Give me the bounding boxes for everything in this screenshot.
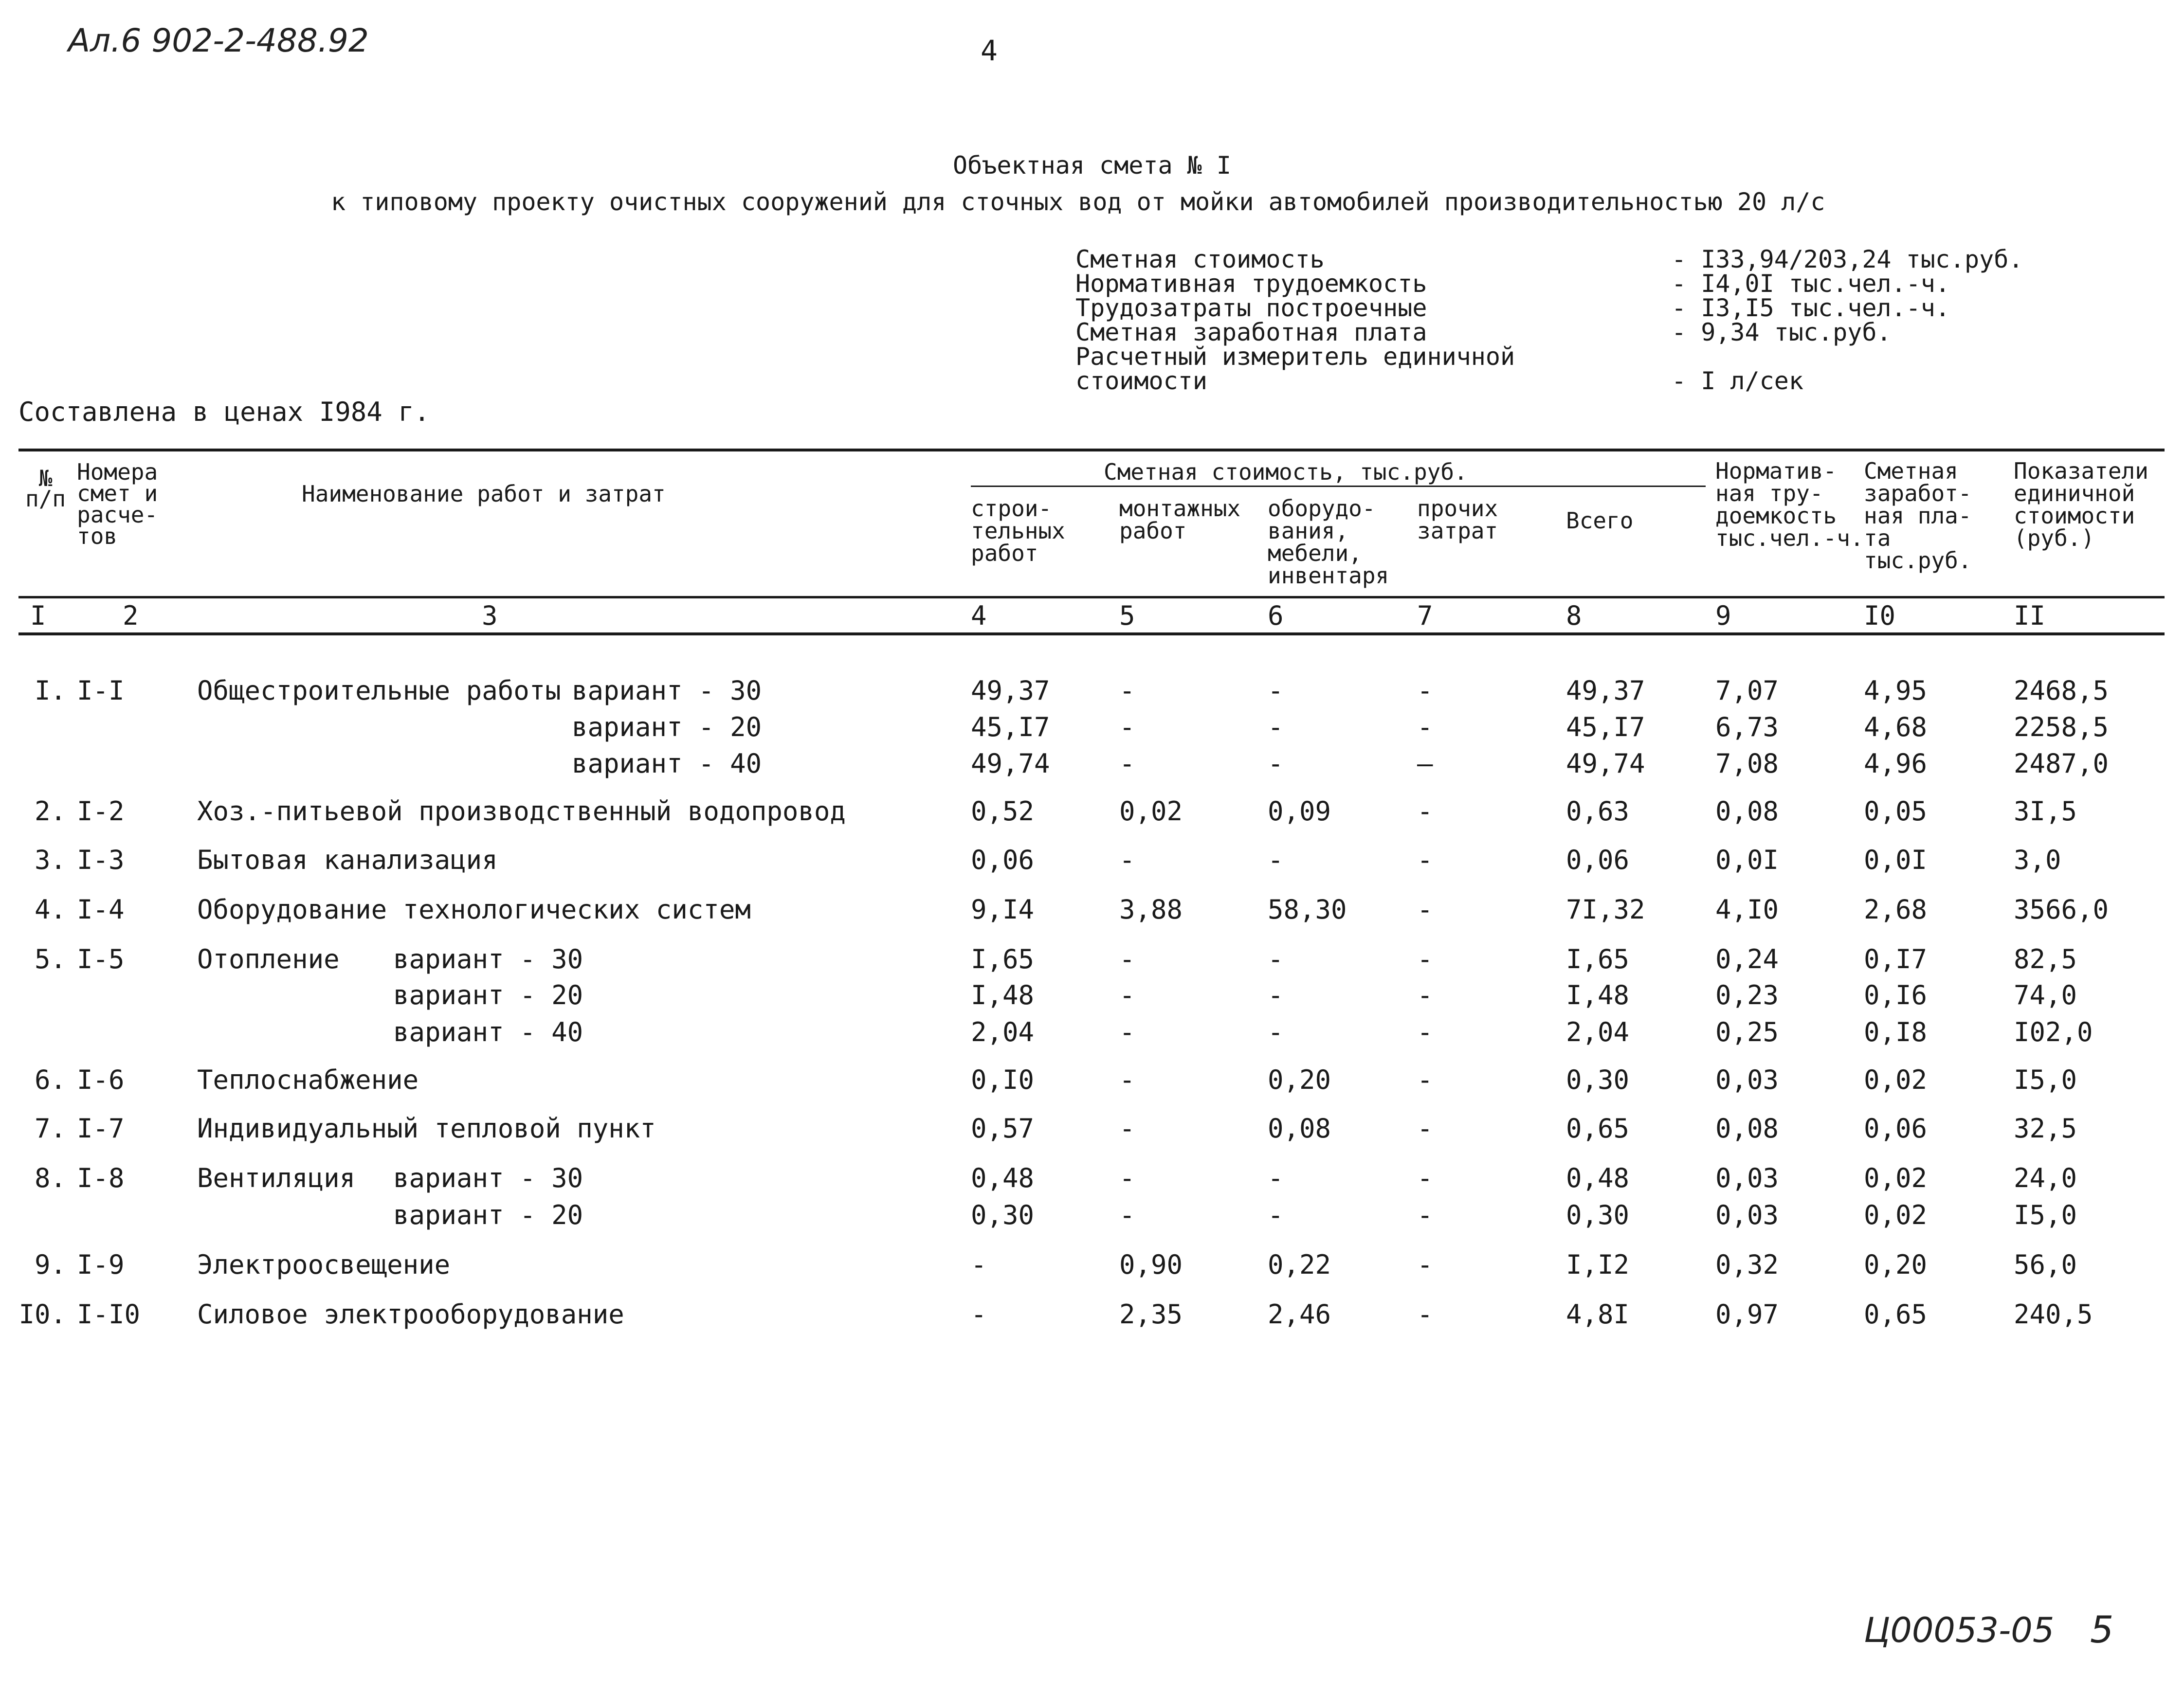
- summary-value: - 9,34 тыс.руб.: [1672, 318, 1892, 346]
- row-value-c9: 7,08: [1715, 748, 1779, 779]
- column-number: 5: [1119, 600, 1135, 631]
- row-value-c10: 4,96: [1864, 748, 1928, 779]
- header-montazh: монтажных работ: [1119, 495, 1241, 544]
- row-smeta-number: I-7: [77, 1113, 125, 1144]
- row-value-c11: 240,5: [2014, 1299, 2093, 1330]
- row-value-c11: 3I,5: [2014, 796, 2077, 827]
- summary-label: стоимости: [1075, 367, 1207, 395]
- row-smeta-number: I-I: [77, 675, 125, 706]
- row-number: 3.: [34, 845, 66, 875]
- column-numbers-rule: [18, 632, 2165, 635]
- row-value-c6: -: [1268, 675, 1284, 706]
- header-smeta: Номера смет и расче- тов: [77, 459, 158, 549]
- row-smeta-number: I-2: [77, 796, 125, 827]
- row-number: 5.: [34, 944, 66, 974]
- row-number: 2.: [34, 796, 66, 827]
- row-value-c7: -: [1417, 1017, 1433, 1047]
- row-value-c5: -: [1119, 1163, 1135, 1193]
- row-value-c9: 0,32: [1715, 1249, 1779, 1280]
- row-value-c8: 7I,32: [1566, 894, 1645, 925]
- summary-label: Нормативная трудоемкость: [1075, 270, 1427, 298]
- row-value-c5: -: [1119, 675, 1135, 706]
- row-value-c9: 0,03: [1715, 1163, 1779, 1193]
- column-number: I: [30, 600, 46, 631]
- row-value-c9: 0,23: [1715, 980, 1779, 1010]
- row-number: 8.: [34, 1163, 66, 1193]
- row-value-c11: 2258,5: [2014, 712, 2109, 742]
- row-value-c10: 0,06: [1864, 1113, 1928, 1144]
- row-value-c6: 0,20: [1268, 1064, 1331, 1095]
- row-name: Хоз.-питьевой производственный водопровод: [197, 796, 846, 827]
- row-smeta-number: I-6: [77, 1064, 125, 1095]
- column-number: II: [2014, 600, 2046, 631]
- row-value-c6: -: [1268, 748, 1284, 779]
- row-value-c8: 49,74: [1566, 748, 1645, 779]
- corner-note: Ал.6 902-2-488.92: [68, 22, 369, 59]
- row-value-c10: 0,02: [1864, 1064, 1928, 1095]
- row-value-c7: -: [1417, 675, 1433, 706]
- row-value-c11: 74,0: [2014, 980, 2077, 1010]
- row-number: 9.: [34, 1249, 66, 1280]
- row-value-c6: 2,46: [1268, 1299, 1331, 1330]
- header-name: Наименование работ и затрат: [302, 481, 666, 507]
- row-number: I.: [34, 675, 66, 706]
- header-oborud: оборудо- вания, мебели, инвентаря: [1268, 495, 1389, 589]
- row-name: Электроосвещение: [197, 1249, 451, 1280]
- row-value-c8: 0,65: [1566, 1113, 1630, 1144]
- row-value-c5: -: [1119, 1113, 1135, 1144]
- row-value-c10: 0,I7: [1864, 944, 1928, 974]
- header-zarp: Сметная заработ- ная пла- та тыс.руб.: [1864, 458, 1972, 574]
- row-value-c8: 0,06: [1566, 845, 1630, 875]
- row-value-c11: 24,0: [2014, 1163, 2077, 1193]
- column-number: 6: [1268, 600, 1284, 631]
- row-value-c11: 32,5: [2014, 1113, 2077, 1144]
- row-value-c9: 0,08: [1715, 796, 1779, 827]
- row-value-c5: 3,88: [1119, 894, 1183, 925]
- row-number: 7.: [34, 1113, 66, 1144]
- row-value-c5: -: [1119, 944, 1135, 974]
- row-value-c11: 2487,0: [2014, 748, 2109, 779]
- row-value-c6: 58,30: [1268, 894, 1347, 925]
- row-value-c6: -: [1268, 944, 1284, 974]
- row-value-c7: -: [1417, 1064, 1433, 1095]
- row-name: Отопление: [197, 944, 340, 974]
- column-number: 7: [1417, 600, 1433, 631]
- row-value-c4: 49,37: [971, 675, 1050, 706]
- row-smeta-number: I-8: [77, 1163, 125, 1193]
- summary-label: Трудозатраты построечные: [1075, 294, 1427, 322]
- row-value-c9: 0,25: [1715, 1017, 1779, 1047]
- column-number: 3: [482, 600, 498, 631]
- row-value-c4: 49,74: [971, 748, 1050, 779]
- row-value-c10: 0,02: [1864, 1200, 1928, 1230]
- row-value-c4: 0,52: [971, 796, 1035, 827]
- row-value-c8: I,I2: [1566, 1249, 1630, 1280]
- header-num: № п/п: [25, 465, 66, 512]
- column-number: 4: [971, 600, 987, 631]
- row-variant: вариант - 30: [393, 1163, 583, 1193]
- row-value-c8: 45,I7: [1566, 712, 1645, 742]
- row-value-c5: -: [1119, 845, 1135, 875]
- row-value-c10: 0,I6: [1864, 980, 1928, 1010]
- row-value-c9: 7,07: [1715, 675, 1779, 706]
- row-value-c10: 0,05: [1864, 796, 1928, 827]
- document-title: Объектная смета № I: [953, 151, 1231, 180]
- summary-value: - I л/сек: [1672, 367, 1803, 395]
- row-value-c4: 0,I0: [971, 1064, 1035, 1095]
- row-value-c7: -: [1417, 1200, 1433, 1230]
- row-value-c7: -: [1417, 894, 1433, 925]
- row-value-c6: 0,09: [1268, 796, 1331, 827]
- column-number: 2: [123, 600, 139, 631]
- row-value-c4: 2,04: [971, 1017, 1035, 1047]
- row-number: 4.: [34, 894, 66, 925]
- row-value-c9: 6,73: [1715, 712, 1779, 742]
- row-variant: вариант - 30: [572, 675, 762, 706]
- row-smeta-number: I-4: [77, 894, 125, 925]
- row-value-c9: 0,03: [1715, 1064, 1779, 1095]
- row-value-c7: -: [1417, 1249, 1433, 1280]
- row-value-c10: 0,20: [1864, 1249, 1928, 1280]
- row-value-c4: 45,I7: [971, 712, 1050, 742]
- row-smeta-number: I-9: [77, 1249, 125, 1280]
- row-value-c11: 2468,5: [2014, 675, 2109, 706]
- row-value-c4: -: [971, 1299, 987, 1330]
- row-value-c6: 0,22: [1268, 1249, 1331, 1280]
- header-norm: Норматив- ная тру- доемкость тыс.чел.-ч.: [1715, 458, 1864, 551]
- header-bottom-rule: [18, 596, 2165, 598]
- row-value-c11: 3566,0: [2014, 894, 2109, 925]
- row-smeta-number: I-5: [77, 944, 125, 974]
- row-smeta-number: I-3: [77, 845, 125, 875]
- page-number: 4: [981, 34, 998, 67]
- row-value-c7: —: [1417, 748, 1433, 779]
- row-value-c10: 4,68: [1864, 712, 1928, 742]
- row-value-c4: -: [971, 1249, 987, 1280]
- row-value-c5: -: [1119, 712, 1135, 742]
- row-value-c9: 4,I0: [1715, 894, 1779, 925]
- row-value-c8: 0,30: [1566, 1064, 1630, 1095]
- group-header-rule: [971, 486, 1706, 487]
- row-value-c11: I5,0: [2014, 1200, 2077, 1230]
- row-value-c7: -: [1417, 796, 1433, 827]
- row-value-c10: 0,65: [1864, 1299, 1928, 1330]
- row-value-c11: I5,0: [2014, 1064, 2077, 1095]
- row-value-c5: 0,02: [1119, 796, 1183, 827]
- row-value-c4: I,65: [971, 944, 1035, 974]
- row-value-c6: -: [1268, 980, 1284, 1010]
- summary-label: Сметная стоимость: [1075, 245, 1325, 273]
- row-value-c10: 0,I8: [1864, 1017, 1928, 1047]
- row-value-c9: 0,0I: [1715, 845, 1779, 875]
- prices-note: Составлена в ценах I984 г.: [18, 397, 430, 427]
- row-value-c8: 0,63: [1566, 796, 1630, 827]
- summary-label: Расчетный измеритель единичной: [1075, 343, 1515, 371]
- row-number: 6.: [34, 1064, 66, 1095]
- row-value-c7: -: [1417, 944, 1433, 974]
- row-value-c4: 0,48: [971, 1163, 1035, 1193]
- row-value-c7: -: [1417, 1299, 1433, 1330]
- row-value-c6: -: [1268, 712, 1284, 742]
- row-value-c8: 49,37: [1566, 675, 1645, 706]
- row-value-c7: -: [1417, 712, 1433, 742]
- header-prochie: прочих затрат: [1417, 495, 1498, 544]
- footer-code: Ц00053-05: [1864, 1610, 2055, 1650]
- row-value-c11: 82,5: [2014, 944, 2077, 974]
- row-number: I0.: [18, 1299, 66, 1330]
- row-smeta-number: I-I0: [77, 1299, 141, 1330]
- row-value-c9: 0,97: [1715, 1299, 1779, 1330]
- row-value-c7: -: [1417, 1163, 1433, 1193]
- row-value-c4: 0,57: [971, 1113, 1035, 1144]
- row-name: Бытовая канализация: [197, 845, 498, 875]
- row-name: Общестроительные работы: [197, 675, 561, 706]
- row-value-c4: I,48: [971, 980, 1035, 1010]
- row-value-c6: 0,08: [1268, 1113, 1331, 1144]
- row-value-c11: 56,0: [2014, 1249, 2077, 1280]
- row-name: Оборудование технологических систем: [197, 894, 751, 925]
- row-value-c11: 3,0: [2014, 845, 2061, 875]
- row-value-c5: -: [1119, 748, 1135, 779]
- row-value-c4: 9,I4: [971, 894, 1035, 925]
- row-value-c7: -: [1417, 1113, 1433, 1144]
- row-value-c6: -: [1268, 1163, 1284, 1193]
- row-variant: вариант - 40: [572, 748, 762, 779]
- row-value-c7: -: [1417, 845, 1433, 875]
- summary-label: Сметная заработная плата: [1075, 318, 1427, 346]
- row-value-c5: -: [1119, 980, 1135, 1010]
- row-value-c6: -: [1268, 1200, 1284, 1230]
- row-variant: вариант - 30: [393, 944, 583, 974]
- row-value-c5: 0,90: [1119, 1249, 1183, 1280]
- row-value-c6: -: [1268, 1017, 1284, 1047]
- row-name: Теплоснабжение: [197, 1064, 419, 1095]
- summary-value: - I3,I5 тыс.чел.-ч.: [1672, 294, 1950, 322]
- row-name: Силовое электрооборудование: [197, 1299, 624, 1330]
- row-value-c11: I02,0: [2014, 1017, 2093, 1047]
- summary-value: - I33,94/203,24 тыс.руб.: [1672, 245, 2023, 273]
- row-value-c5: 2,35: [1119, 1299, 1183, 1330]
- row-value-c9: 0,08: [1715, 1113, 1779, 1144]
- header-cost-group: Сметная стоимость, тыс.руб.: [1104, 459, 1468, 485]
- column-number: I0: [1864, 600, 1896, 631]
- header-pokaz: Показатели единичной стоимости (руб.): [2014, 458, 2148, 551]
- header-stroit: строи- тельных работ: [971, 495, 1065, 566]
- row-value-c6: -: [1268, 845, 1284, 875]
- row-value-c4: 0,06: [971, 845, 1035, 875]
- column-number: 8: [1566, 600, 1582, 631]
- row-value-c8: I,65: [1566, 944, 1630, 974]
- row-value-c5: -: [1119, 1064, 1135, 1095]
- row-value-c8: 0,48: [1566, 1163, 1630, 1193]
- row-value-c7: -: [1417, 980, 1433, 1010]
- table-top-rule: [18, 449, 2165, 451]
- row-value-c5: -: [1119, 1200, 1135, 1230]
- document-subtitle: к типовому проекту очистных сооружений для сточных вод от мойки автомобилей производительностью 20 л/с: [331, 188, 1825, 216]
- row-value-c4: 0,30: [971, 1200, 1035, 1230]
- row-variant: вариант - 20: [393, 980, 583, 1010]
- row-value-c8: I,48: [1566, 980, 1630, 1010]
- row-value-c9: 0,03: [1715, 1200, 1779, 1230]
- row-value-c8: 4,8I: [1566, 1299, 1630, 1330]
- summary-value: - I4,0I тыс.чел.-ч.: [1672, 270, 1950, 298]
- row-variant: вариант - 20: [393, 1200, 583, 1230]
- header-vsego: Всего: [1566, 507, 1634, 534]
- row-value-c9: 0,24: [1715, 944, 1779, 974]
- footer-page-number: 5: [2090, 1608, 2114, 1651]
- row-name: Вентиляция: [197, 1163, 356, 1193]
- row-variant: вариант - 20: [572, 712, 762, 742]
- row-value-c10: 0,0I: [1864, 845, 1928, 875]
- row-name: Индивидуальный тепловой пункт: [197, 1113, 656, 1144]
- row-value-c10: 0,02: [1864, 1163, 1928, 1193]
- row-value-c10: 4,95: [1864, 675, 1928, 706]
- row-value-c10: 2,68: [1864, 894, 1928, 925]
- row-value-c8: 0,30: [1566, 1200, 1630, 1230]
- row-value-c8: 2,04: [1566, 1017, 1630, 1047]
- row-value-c5: -: [1119, 1017, 1135, 1047]
- row-variant: вариант - 40: [393, 1017, 583, 1047]
- column-number: 9: [1715, 600, 1731, 631]
